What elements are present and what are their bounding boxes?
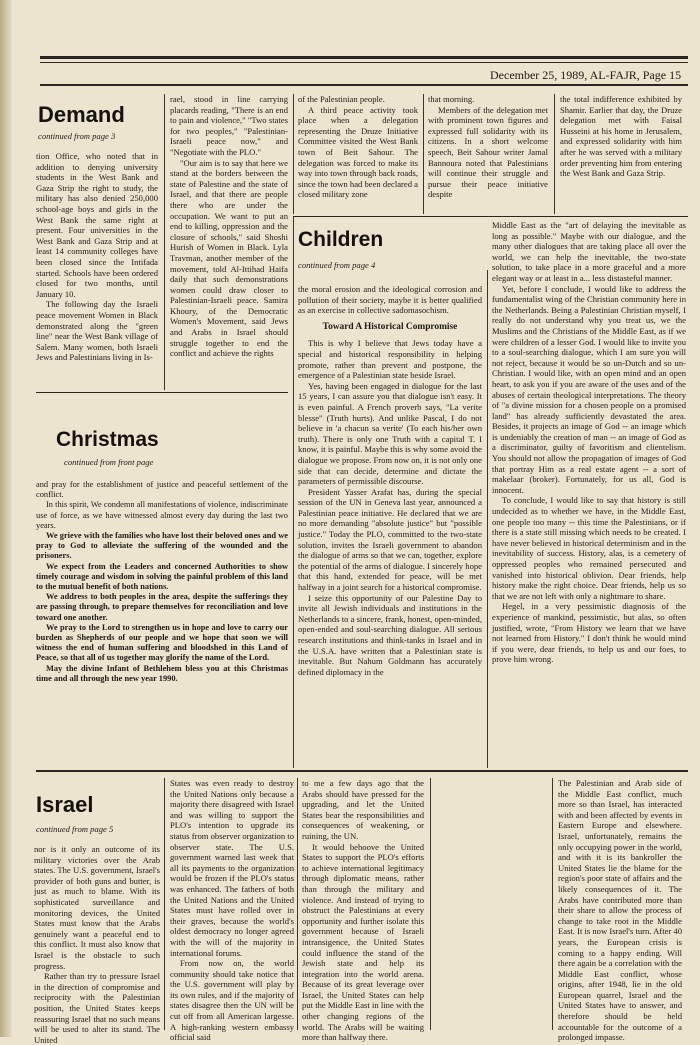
israel-col-2 [170, 778, 294, 1043]
demand-col-3 [298, 94, 418, 214]
israel-paragraph: It would behoove the United States to support the PLO's efforts to achieve international legitimacy through diplomatic means, rather than through the military and violence. And instead of trying to obstruct the Palestinians at every opportunity and further isolate this government because of Israeli intransigence, the United States could influence the stand of the Jewish state and help its integration into the world arena. Because of its great leverage over Israel, the United States can help put the Middle East in line with the other changing regions of the world. The Arabs will be waiting more than halfway there. [302, 841, 424, 1043]
column-rule [487, 270, 488, 768]
demand-paragraph: tion Office, who noted that in addition to denying university students in the West Bank and Gaza Strip the right to study, the military has also denied 250,000 school-age boys and girls in the West Bank the same right at present. Four universities in the West Bank and Gaza Strip and at least 14 community colleges have been closed since the Intifada started. Schools have been ordered closed for two months, until January 10. [36, 151, 158, 299]
demand-paragraph: A third peace activity took place when a delegation representing the Druze Initiative Committee visited the West Bank town of Beit Sahour. The delegation was forced to make its way into town through back roads, since the town had been declared a closed military zone [298, 104, 418, 200]
children-paragraph: the moral erosion and the ideological corrosion and pollution of their society, maybe it is better qualified as an exercise in collective sadomasochism. [298, 284, 482, 316]
christmas-paragraph: We grieve with the families who have lost their beloved ones and we pray to God to alleviate the suffering of the wounded and the prisoners. [36, 531, 288, 561]
children-col-right [492, 220, 686, 768]
section-divider [294, 216, 688, 217]
column-rule [430, 778, 431, 1030]
children-kicker: continued from page 4 [298, 260, 376, 270]
column-rule [297, 778, 298, 1030]
demand-paragraph: of the Palestinian people. [298, 94, 385, 104]
demand-col-1 [36, 151, 158, 391]
demand-paragraph: The following day the Israeli peace movement Women in Black demonstrated along the "green line" near the West Bank village of Salem. Many women, both Israeli Jews and Palestinians living in Is- [36, 299, 158, 363]
israel-col-1 [34, 844, 160, 1045]
israel-paragraph: Rather than try to pressure Israel in the direction of compromise and reciprocity with the Palestinian position, the United States keeps reassuring Israel that no such means will be used to alter its stand. The United [34, 971, 160, 1045]
masthead-rule-top [40, 56, 688, 59]
children-paragraph: Yes, having been engaged in dialogue for the last 15 years, I can assure you that dialogue isn't easy. It is even painful. A French proverb says, "La verite blesse" (Truth hurts). And unlike Pascal, I do not believe in 'a chacun sa verite' (To each his/her own truth). There is only one Truth with a capital T. I know, it is painful. Maybe this is why some avoid the dialogue we propose. From now on, it is not only one side that can decide, determine and dictate the parameters of permissible discourse. [298, 380, 482, 487]
israel-paragraph: States was even ready to destroy the United Nations only because a majority there disagreed with Israel and was willing to support the PLO's intention to upgrade its status from observer organization to observer state. The U.S. government warned last week that all its payments to the organization would be frozen if the PLO's status was enhanced. The fathers of both the United Nations and the United States must have rolled over in their graves, because the world's oldest democracy no longer agreed with the will of the majority in international forums. [170, 778, 294, 958]
page-edge-shadow [0, 0, 12, 1037]
children-paragraph: President Yasser Arafat has, during the special session of the UN in Geneva last year, announced a Palestinian peace initiative. He declared that we are no more demanding "absolute justice" but "possible justice." Today the PLO, committed to the two-state solution, invites the Israeli government to abandon the dialogue of arms so that we can, together, explore the potential of the arms of dialogue. I sincerely hope that this hand, extended for peace, will be met halfway in a joint search for a historical compromise. [298, 486, 482, 593]
christmas-headline: Christmas [56, 428, 159, 451]
demand-headline: Demand [38, 102, 125, 127]
demand-paragraph: "Our aim is to say that here we stand at the borders between the state of Palestine and the state of Israel, and that there are people there who are under the occupation. We want to put an end to killing, oppression and the closure of schools," said Shoshi Hurish of Women in Black. Lyla Travman, another member of the movement, told Al-Ittihad Haifa daily that such demonstrations women could draw closer to Palestinian-Israeli peace. Samira Khoury, of the Democratic Women's Movement, said Jews and Arabs in Israel should struggle together to end the conflict and achieve the rights [170, 157, 288, 359]
column-rule [164, 778, 165, 1030]
israel-col-4 [558, 778, 682, 1043]
christmas-paragraph: We expect from the Leaders and concerned Authorities to show timely courage and wisdom in solving the painful problem of this land to the mutual benefit of both nations. [36, 561, 288, 592]
demand-paragraph: the total indifference exhibited by Shamir. Earlier that day, the Druze delegation met with Faisal Husseini at his home in Jerusalem, and expressed solidarity with him after he was served with a military order preventing him from entering the West Bank and Gaza Strip. [560, 94, 682, 179]
children-paragraph: Hegel, in a very pessimistic diagnosis of the experience of mankind, pessimistic, but alas, so often justified, wrote, "From History we learn that we have not learned from History." I don't think he would mind if you were, dear friends, to help us and our foes, to prove him wrong. [492, 601, 686, 665]
children-col-left [298, 284, 482, 766]
children-paragraph: Middle East as the "art of delaying the inevitable as long as possible." Maybe with our dialogue, and the many other dialogues that are taking place all over the world, we can help the inevitable, the two-state solution, to take place in a more graceful and a more elegant way or at least in a... less distasteful manner. [492, 220, 686, 283]
dateline: December 25, 1989, AL-FAJR, Page 15 [490, 68, 682, 82]
demand-paragraph: Members of the delegation met with prominent town figures and expressed full solidarity with its citizens. In a short welcome speech, Beit Sahour writer Jamal Bannoura noted that Palestinians will continue their struggle and pursue their peace initiative despite [428, 104, 548, 200]
israel-paragraph: The Palestinian and Arab side of the Middle East conflict, much more so than Israel, has interacted with and been affected by events in Eastern Europe and elsewhere. Israel, unfortunately, remains the only occupying power in the world, and with it is its bankroller the United States lie the blame for the region's poor state of affairs and the likely consequences of it. The Arabs have contributed more than their share to allow the process of change to take root in the Middle East. It is now Israel's turn. After 40 years, the European crisis is coming to a happy ending. Will there again be a correlation with the Middle East conflict, whose origins, after 1948, lie in the old European quarrel, Israel and the United States have to answer, and therefore should be held accountable for the outcome of a prolonged impasse. [558, 778, 682, 1043]
israel-paragraph: From now on, the world community should take notice that the U.S. government will play by its own rules, and if the majority of states disagree then the UN will be cut off from all American largesse. A high-ranking western embassy official said [170, 958, 294, 1043]
column-rule [423, 94, 424, 214]
christmas-paragraph: In this spirit, We condemn all manifestations of violence, indiscriminate use of force, as we have witnessed almost every day during the last two years. [36, 500, 288, 530]
israel-headline: Israel [36, 792, 94, 817]
column-rule [552, 778, 553, 1030]
children-paragraph: This is why I believe that Jews today have a special and historical responsibility in helping promote, rather than prevent and postpone, the emergence of a Palestinian state beside Israel. [298, 338, 482, 381]
demand-paragraph: that morning. [428, 94, 475, 104]
christmas-paragraph: May the divine Infant of Bethlehem bless you at this Christmas time and all through the new year 1990. [36, 663, 288, 683]
column-rule [554, 94, 555, 214]
children-headline: Children [298, 228, 384, 251]
christmas-paragraph: We pray to the Lord to strengthen us in hope and love to carry our burden as Shepherds of our people and we hope that soon we will witness the end of human suffering and bloodshed in this Land of Peace, so that all of us together may glorify the name of the Lord. [36, 622, 288, 663]
demand-col-5 [560, 94, 682, 214]
christmas-paragraph: and pray for the establishment of justice and peaceful settlement of the conflict. [36, 480, 288, 500]
masthead-rule-thin [40, 62, 688, 63]
israel-paragraph: nor is it only an outcome of its military victories over the Arab states. The U.S. government, Israel's provider of both guns and butter, is just as much to blame. With its sophisticated surveillance and monitoring devices, the United States must know that the Arabs genuinely want a peaceful end to this conflict. It must also know that Israel is the obstacle to such progress. [34, 844, 160, 971]
demand-col-4 [428, 94, 548, 214]
christmas-body [36, 480, 288, 765]
column-rule [293, 94, 294, 214]
israel-paragraph: to me a few days ago that the Arabs should have pressed for the upgrading, and let the United States bear the responsibilities and consequences of weakening, or ruining, the UN. [302, 778, 424, 841]
israel-kicker: continued from page 5 [36, 824, 114, 834]
section-divider [36, 392, 288, 393]
demand-kicker: continued from page 3 [38, 131, 116, 141]
masthead-rule-bottom [40, 84, 688, 86]
section-divider [36, 770, 688, 772]
column-rule [164, 94, 165, 390]
demand-col-2 [170, 94, 288, 390]
israel-col-3 [302, 778, 424, 1043]
column-rule [293, 216, 294, 768]
children-paragraph: Yet, before I conclude, I would like to address the fundamentalist wing of the Christian community here in the Netherlands. Being a Palestinian Christian myself, I really do not understand why you treat us, we the Muslims and the Christians of the Middle East, as if we were children of a lesser God. I would like to invite you to a soul-searching dialogue, which I am sure you will not reject, because it would be so un-Dutch and so un-Christian. I would like, with an open mind and an open heart, to ask you if you are aware of the uses and of the abuses of certain theological interpretations. The theory of "a divine mission for a chosen people on a promised land" has already sufficiently devastated the area. Besides, it projects an image of God -- an image which is undeniably the creation of man -- an image of God as a discriminator, guilty of favoritism and clientelism. You should not allow the propagation of images of God that portray Him as a real estate agent -- a sort of makelaar (broker). Fortunately, for us all, God is innocent. [492, 283, 686, 495]
children-subhead: Toward A Historical Compromise [322, 321, 458, 332]
christmas-kicker: continued from front page [64, 457, 154, 467]
christmas-paragraph: We address to both peoples in the area, despite the sufferings they are passing through, to prepare themselves for reconciliation and love toward one another. [36, 592, 288, 622]
demand-paragraph: rael, stood in line carrying placards reading, "There is an end to pain and violence," "Two states for two peoples," "Palestinian-Israeli peace now," and "Negotiate with the PLO." [170, 94, 288, 157]
children-paragraph: I seize this opportunity of our Palestine Day to invite all Jewish individuals and institutions in the Netherlands to a sincere, frank, honest, open-minded, open-ended and soul-searching dialogue. All serious research institutions and think-tanks in Israel and in the U.S.A. have written that a Palestinian state is inevitable. But Nahum Goldmann has accurately defined diplomacy in the [298, 592, 482, 677]
children-paragraph: To conclude, I would like to say that history is still undecided as to whether we have, in the Middle East, one people too many -- this time the Palestinians, or if there is a state still missing which needs to be created. I have never believed in historical determinism and in the inevitability of success. History, alas, is a cemetery of oppressed peoples who remained persecuted and vanished into historical oblivion. Dear friends, help history make the right choice. Dear friends, help us so that we are not left with only a nightmare to share. [492, 495, 686, 601]
